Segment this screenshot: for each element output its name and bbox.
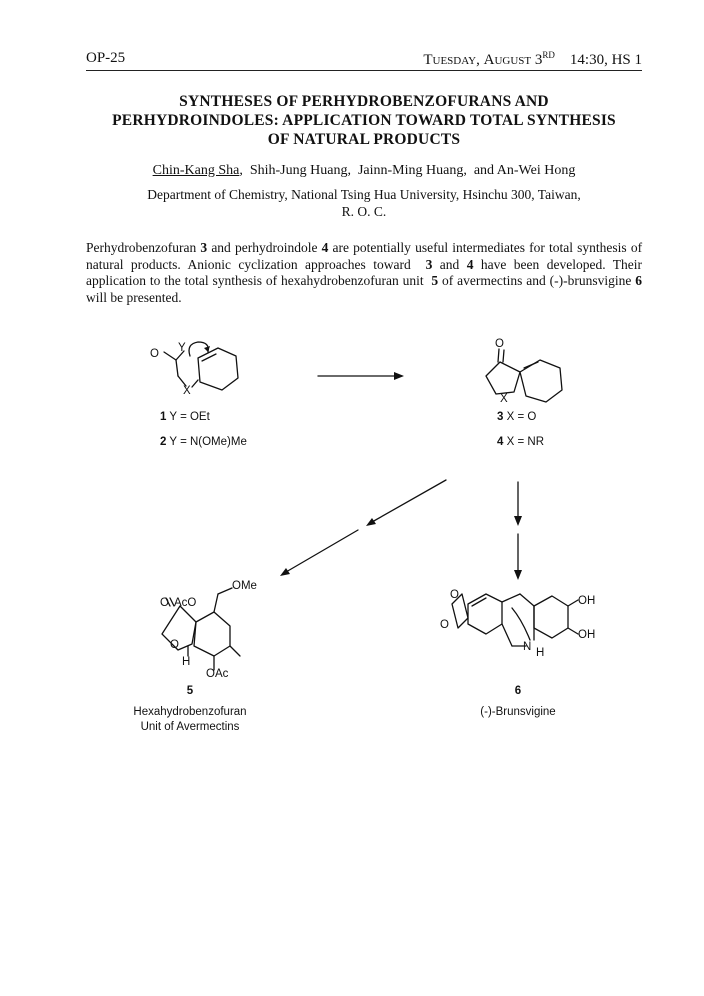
session-month: August bbox=[483, 52, 532, 68]
structure-bicyclic-ketone bbox=[486, 338, 562, 405]
atom-o: O bbox=[150, 348, 159, 360]
structure-starting-material bbox=[150, 342, 238, 397]
atom-n: N bbox=[523, 641, 532, 653]
atom-h: H bbox=[536, 647, 545, 659]
compound-number: 5 bbox=[186, 685, 194, 697]
atom-o: O bbox=[495, 338, 504, 350]
structure-compound-5 bbox=[160, 580, 257, 680]
atom-y: Y bbox=[178, 342, 186, 354]
presenting-author: Chin-Kang Sha bbox=[152, 163, 240, 178]
compound-ref: 3 bbox=[200, 240, 208, 255]
affiliation-line-1: Department of Chemistry, National Tsing Hua University, Hsinchu 300, Taiwan, bbox=[147, 187, 581, 202]
atom-aco: AcO bbox=[174, 597, 197, 609]
compound-ref: 6 bbox=[635, 273, 643, 288]
compound-substituent: Y = N(OMe)Me bbox=[169, 436, 247, 448]
atom-ome: OMe bbox=[232, 580, 257, 592]
session-day: Tuesday bbox=[423, 52, 477, 68]
compound-number: 1 bbox=[160, 411, 167, 423]
compound-substituent: Y = OEt bbox=[169, 411, 210, 423]
caption-compound-4 bbox=[497, 435, 544, 450]
compound-name: (-)-Brunsvigine bbox=[480, 706, 556, 718]
author-3: Jainn-Ming Huang bbox=[357, 163, 464, 178]
atom-o: O bbox=[170, 639, 179, 651]
affiliation-line-2: R. O. C. bbox=[341, 204, 387, 219]
abstract-text: Perhydrobenzofuran bbox=[86, 240, 197, 255]
author-list: Chin-Kang Sha, Shih-Jung Huang, Jainn-Ming Huang, and An-Wei Hong bbox=[152, 163, 576, 178]
structure-compound-6 bbox=[440, 589, 595, 659]
abstract-text: will be presented. bbox=[86, 289, 182, 305]
compound-number: 2 bbox=[160, 436, 167, 448]
author-4: and An-Wei Hong bbox=[473, 163, 576, 178]
session-time: Tuesday, August 3RD 14:30, HS 1 bbox=[423, 50, 642, 68]
atom-oh: OH bbox=[578, 629, 596, 641]
atom-h: H bbox=[182, 656, 191, 668]
abstract-text: and perhydroindole bbox=[211, 240, 318, 255]
compound-name: Unit of Avermectins bbox=[140, 721, 240, 733]
compound-ref: 5 bbox=[431, 273, 439, 288]
atom-o: O bbox=[160, 597, 169, 609]
compound-ref: 4 bbox=[466, 256, 474, 272]
abstract-text: of avermectins and (-)-brunsvigine bbox=[442, 273, 632, 288]
atom-x: X bbox=[500, 393, 508, 405]
compound-substituent: X = O bbox=[506, 411, 537, 423]
session-time-room: 14:30, HS 1 bbox=[569, 52, 642, 68]
abstract-text: are potentially useful intermediates for total synthesis of natural products. Anionic cyclization approaches toward bbox=[86, 240, 643, 272]
session-code: OP-25 bbox=[86, 50, 126, 66]
arrow-to-5 bbox=[280, 480, 446, 576]
atom-x: X bbox=[183, 385, 191, 397]
caption-compound-3 bbox=[497, 410, 536, 425]
compound-number: 4 bbox=[497, 436, 504, 448]
atom-oac: OAc bbox=[206, 668, 229, 680]
compound-number: 6 bbox=[514, 685, 522, 697]
session-date: 3 bbox=[534, 52, 543, 68]
arrow-cyclization bbox=[318, 372, 404, 380]
atom-o: O bbox=[440, 619, 449, 631]
caption-compound-2 bbox=[160, 435, 247, 450]
title-line-3: OF NATURAL PRODUCTS bbox=[267, 131, 461, 148]
session-date-suffix: RD bbox=[542, 50, 555, 60]
caption-compound-1 bbox=[160, 410, 210, 425]
compound-ref: 3 bbox=[425, 256, 433, 272]
compound-substituent: X = NR bbox=[506, 436, 544, 448]
title-line-2: PERHYDROINDOLES: APPLICATION TOWARD TOTAL SYNTHESIS bbox=[112, 112, 616, 129]
title-line-1: SYNTHESES OF PERHYDROBENZOFURANS AND bbox=[179, 93, 549, 110]
abstract-text: have been developed. Their application to the total synthesis of hexahydrobenzofuran unit bbox=[86, 256, 643, 288]
arrow-to-6 bbox=[514, 482, 522, 580]
caption-compound-6 bbox=[448, 684, 588, 720]
atom-o: O bbox=[450, 589, 459, 601]
atom-oh: OH bbox=[578, 595, 596, 607]
caption-compound-5 bbox=[120, 684, 260, 735]
compound-name: Hexahydrobenzofuran bbox=[133, 706, 247, 718]
compound-number: 3 bbox=[497, 411, 504, 423]
author-2: Shih-Jung Huang bbox=[249, 163, 348, 178]
compound-ref: 4 bbox=[321, 240, 329, 255]
abstract-text: and bbox=[439, 256, 460, 272]
